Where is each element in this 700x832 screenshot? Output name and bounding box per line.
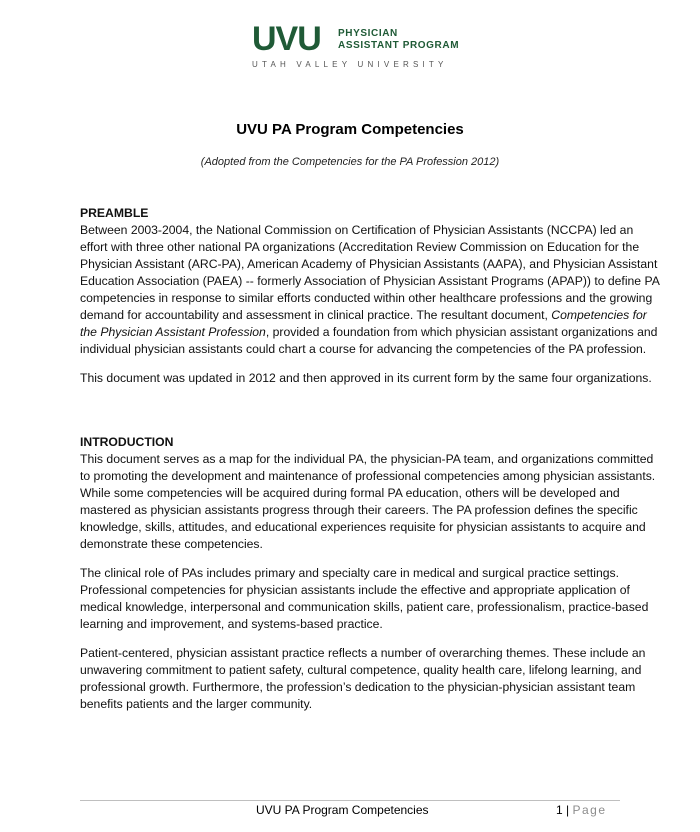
introduction-heading: INTRODUCTION [80, 435, 174, 449]
preamble-p1-start: Between 2003-2004, the National Commission on Certification of Physician Assistants (NCCPA) led an effort with three other national PA organizations (Accreditation Review Commission on Education for the Physician Assistant (ARC-PA), American Academy of Physician Assistants (AAPA), and Physician Assistant Education Association (PAEA) -- formerly Association of Physician Assistant Programs (APAP)) to define PA competencies in response to similar efforts conducted within other healthcare professions and the growing demand for accountability and assessment in clinical practice. The resultant document, [80, 223, 660, 322]
logo-line-1: PHYSICIAN [338, 28, 398, 39]
document-subtitle: (Adopted from the Competencies for the PA Profession 2012) [200, 156, 500, 168]
page-number: 1 [556, 803, 563, 817]
introduction-paragraph-3: Patient-centered, physician assistant practice reflects a number of overarching themes. These include an unwavering commitment to patient safety, cultural competence, quality health care, lifelong learning, and professional growth. Furthermore, the profession’s dedication to the physician-physician assistant team benefits patients and the larger community. [80, 646, 646, 711]
preamble-p1-end: , provided a foundation from which physician assistant organizations and individual physician assistants could chart a course for advancing the competencies of the PA profession. [80, 325, 658, 356]
footer-divider [80, 800, 620, 801]
preamble-p1-italic-title: Competencies for the Physician Assistant Profession [80, 308, 647, 339]
logo-line-2: ASSISTANT PROGRAM [338, 40, 460, 51]
preamble-paragraph-2: This document was updated in 2012 and then approved in its current form by the same four organizations. [80, 371, 652, 385]
footer-page-number [556, 803, 607, 817]
footer-title: UVU PA Program Competencies [256, 803, 429, 817]
logo-university: UTAH VALLEY UNIVERSITY [252, 60, 448, 69]
uvu-logo [252, 20, 462, 72]
preamble-heading: PREAMBLE [80, 206, 149, 220]
page-separator: | [566, 803, 570, 817]
document-title: UVU PA Program Competencies [236, 121, 464, 138]
document-body [80, 205, 660, 725]
introduction-paragraph-1: This document serves as a map for the individual PA, the physician-PA team, and organizations committed to promoting the development and maintenance of professional competencies among physician assistants. While some competencies will be acquired during formal PA education, others will be developed and mastered as physician assistants progress through their careers. The PA profession defines the specific knowledge, skills, attitudes, and educational experiences requisite for physician assistants to acquire and demonstrate these competencies. [80, 452, 656, 551]
section-spacer [80, 399, 660, 434]
logo-mark: UVU [252, 20, 321, 58]
preamble-paragraph-1 [80, 222, 660, 358]
introduction-paragraph-2: The clinical role of PAs includes primary and specialty care in medical and surgical practice settings. Professional competencies for physician assistants include the effective and appropriate application of medical knowledge, interpersonal and communication skills, patient care, professionalism, practice-based learning and improvement, and systems-based practice. [80, 566, 649, 631]
logo-program-name [338, 28, 459, 52]
page-label: Page [572, 803, 607, 817]
